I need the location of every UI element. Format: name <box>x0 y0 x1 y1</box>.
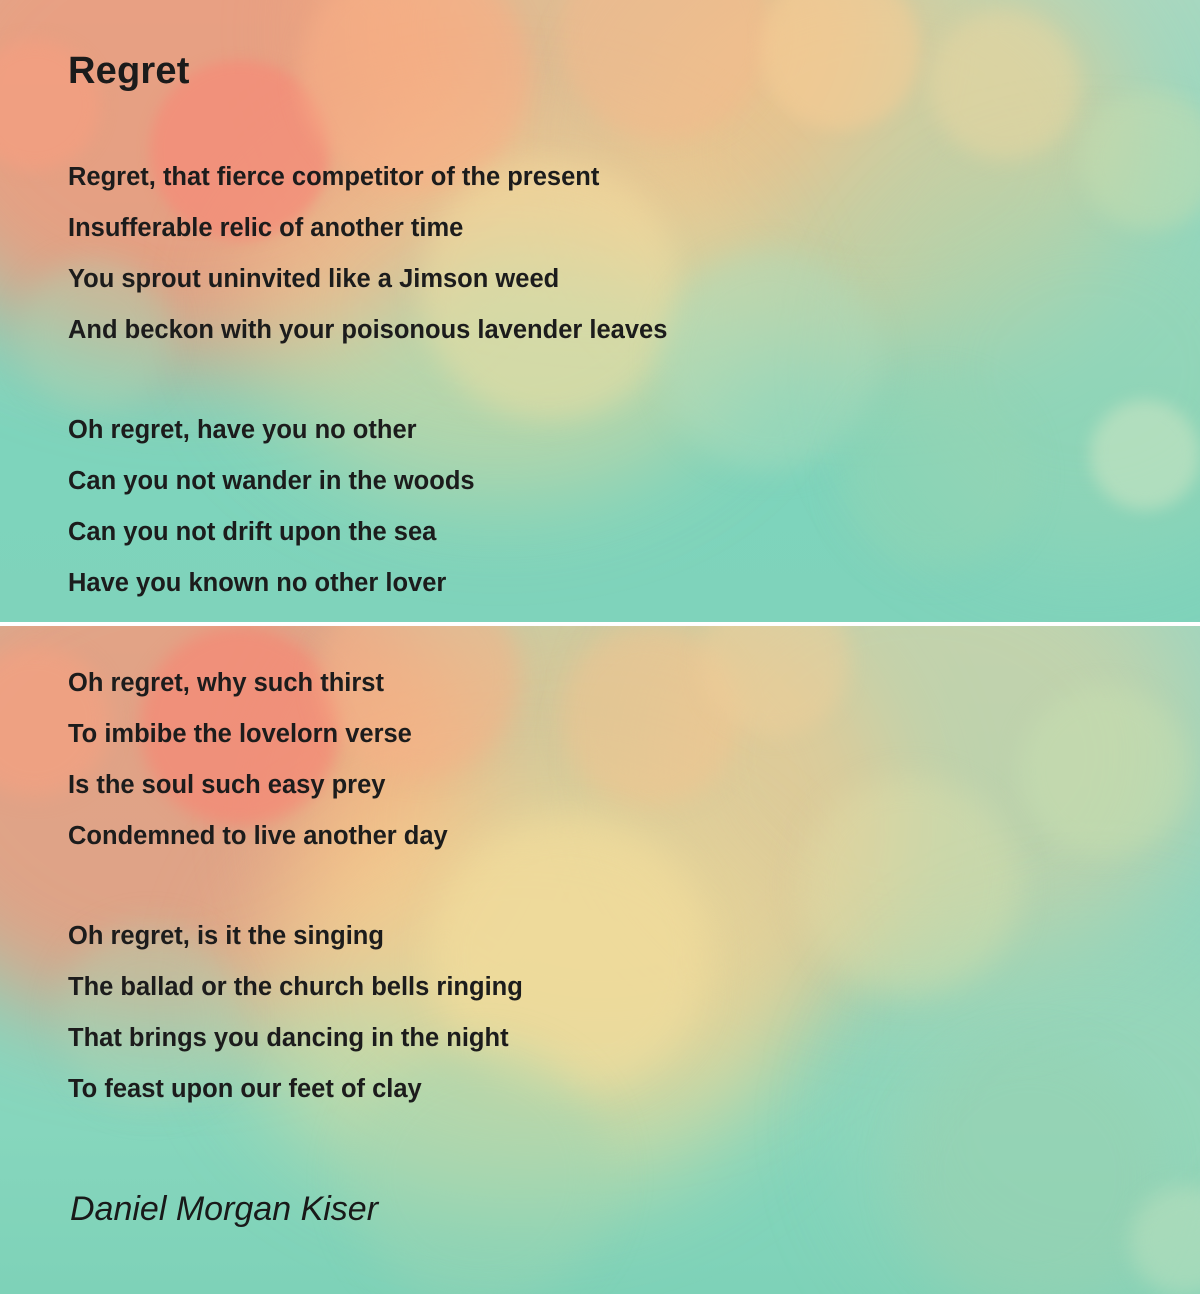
stanza <box>68 152 1128 356</box>
poem-line: You sprout uninvited like a Jimson weed <box>68 265 560 293</box>
poem-line: To imbibe the lovelorn verse <box>68 720 412 748</box>
poem-line: Oh regret, why such thirst <box>68 669 384 697</box>
poem-line: Insufferable relic of another time <box>68 214 464 242</box>
poem-line: And beckon with your poisonous lavender leaves <box>68 316 668 344</box>
stanza <box>68 405 1128 609</box>
author-name: Daniel Morgan Kiser <box>70 1190 379 1228</box>
poem-line: Oh regret, is it the singing <box>68 922 384 950</box>
stanza <box>68 911 1128 1115</box>
poem-line: Can you not drift upon the sea <box>68 518 437 546</box>
page-title: Regret <box>68 50 190 92</box>
poem-line: Condemned to live another day <box>68 822 448 850</box>
poem-line: Is the soul such easy prey <box>68 771 386 799</box>
poem-line: The ballad or the church bells ringing <box>68 973 523 1001</box>
poem-line: That brings you dancing in the night <box>68 1024 509 1052</box>
poem-stanzas <box>68 152 1128 1164</box>
poem-line: Oh regret, have you no other <box>68 416 417 444</box>
poem-line: Can you not wander in the woods <box>68 467 475 495</box>
stanza <box>68 658 1128 862</box>
poem-line: Have you known no other lover <box>68 569 447 597</box>
poem-line: Regret, that fierce competitor of the present <box>68 163 600 191</box>
poem-line: To feast upon our feet of clay <box>68 1075 422 1103</box>
